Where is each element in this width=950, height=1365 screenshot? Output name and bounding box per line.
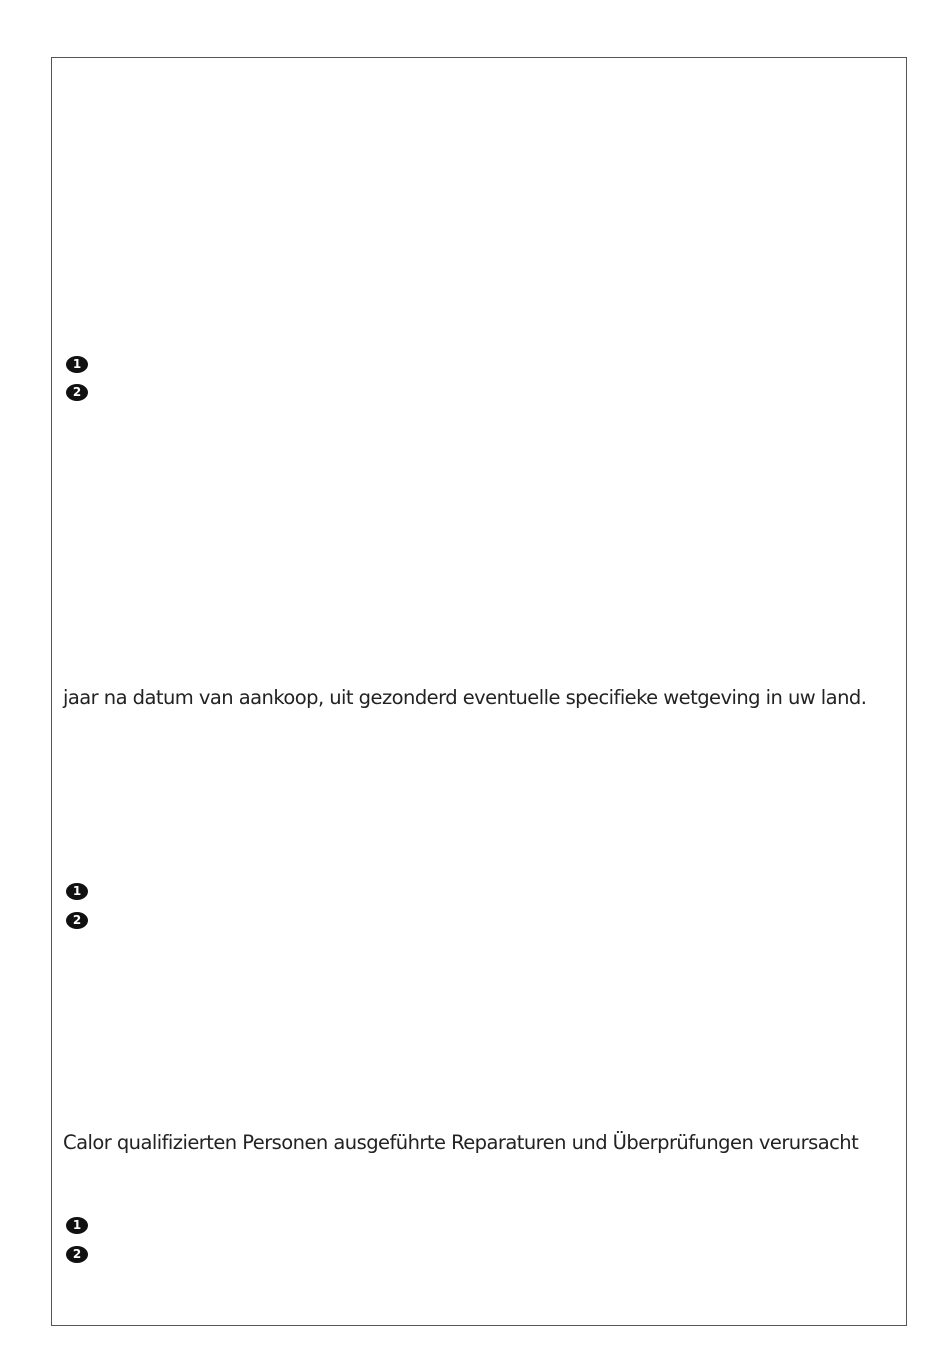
dutch-warranty-text: jaar na datum van aankoop, uit gezonderd eventuelle specifieke wetgeving in uw land.	[63, 686, 867, 709]
number-marker-2: 2	[66, 912, 88, 929]
german-warranty-text: Calor qualifizierten Personen ausgeführte Reparaturen und Überprüfungen verursacht	[63, 1131, 859, 1154]
number-marker-2: 2	[66, 1246, 88, 1263]
number-marker-1: 1	[66, 1217, 88, 1234]
number-marker-1: 1	[66, 356, 88, 373]
number-marker-2: 2	[66, 384, 88, 401]
number-marker-1: 1	[66, 883, 88, 900]
